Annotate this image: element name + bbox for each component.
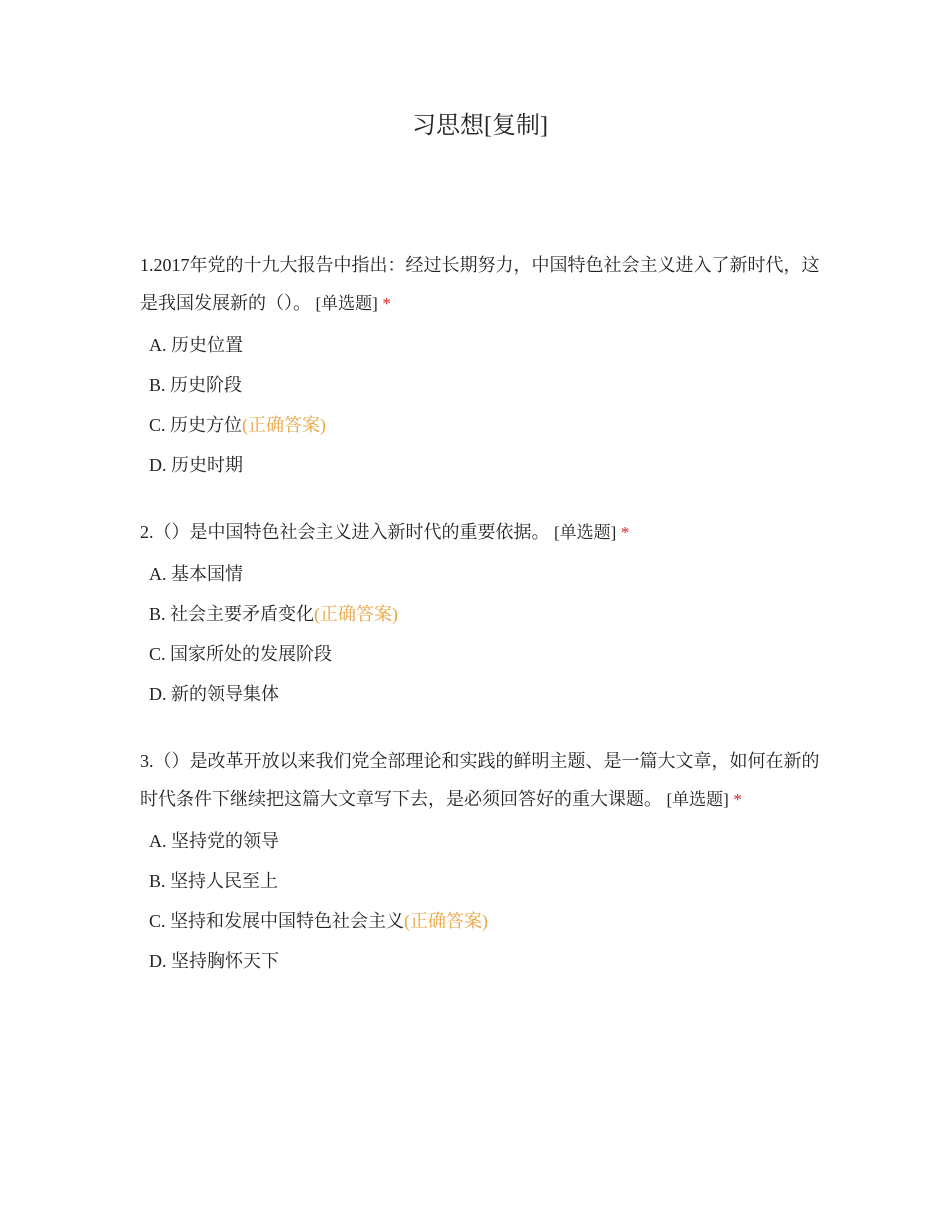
option-letter: B. (149, 604, 166, 624)
option-list (140, 821, 820, 981)
correct-answer-tag: (正确答案) (242, 415, 327, 435)
option-c (149, 901, 820, 941)
option-c (149, 405, 820, 445)
option-d (149, 674, 820, 714)
required-mark: * (620, 523, 630, 542)
option-text: 坚持人民至上 (170, 871, 279, 891)
question-stem (140, 246, 820, 323)
question-stem (140, 513, 820, 552)
option-letter: C. (149, 644, 166, 664)
page-title: 习思想[复制] (412, 113, 548, 139)
option-letter: D. (149, 455, 167, 475)
required-mark: * (382, 294, 391, 313)
option-text: 国家所处的发展阶段 (170, 644, 333, 664)
option-letter: D. (149, 951, 167, 971)
option-text: 坚持和发展中国特色社会主义 (170, 911, 405, 931)
option-text: 历史阶段 (170, 375, 243, 395)
option-letter: A. (149, 831, 167, 851)
option-letter: A. (149, 335, 167, 355)
option-b (149, 365, 820, 405)
option-letter: A. (149, 564, 167, 584)
option-text: 历史方位 (170, 415, 243, 435)
option-list (140, 325, 820, 485)
option-d (149, 941, 820, 981)
option-text: 社会主要矛盾变化 (170, 604, 315, 624)
option-letter: B. (149, 375, 166, 395)
option-letter: B. (149, 871, 166, 891)
option-text: 坚持党的领导 (171, 831, 279, 851)
option-list (140, 554, 820, 714)
option-d (149, 445, 820, 485)
option-text: 坚持胸怀天下 (171, 951, 279, 971)
option-a (149, 554, 820, 594)
question-text: 3.（）是改革开放以来我们党全部理论和实践的鲜明主题、是一篇大文章，如何在新的时代条件下继续把这篇大文章写下去，是必须回答好的重大课题。 (140, 751, 820, 809)
question-text: 2.（）是中国特色社会主义进入新时代的重要依据。 (140, 522, 550, 542)
question-stem (140, 742, 820, 819)
option-b (149, 861, 820, 901)
option-text: 历史时期 (171, 455, 243, 475)
question-1 (140, 246, 820, 485)
question-text: 1.2017年党的十九大报告中指出：经过长期努力，中国特色社会主义进入了新时代，这是我国发展新的（）。 (140, 255, 820, 313)
option-c (149, 634, 820, 674)
question-type-label: [单选题] (315, 294, 378, 313)
option-letter: C. (149, 911, 166, 931)
correct-answer-tag: (正确答案) (314, 604, 399, 624)
question-type-label: [单选题] (554, 523, 617, 542)
question-3 (140, 742, 820, 981)
option-text: 基本国情 (171, 564, 243, 584)
option-b (149, 594, 820, 634)
required-mark: * (733, 790, 742, 809)
option-text: 历史位置 (171, 335, 243, 355)
option-letter: D. (149, 684, 167, 704)
correct-answer-tag: (正确答案) (404, 911, 489, 931)
option-text: 新的领导集体 (171, 684, 279, 704)
question-2 (140, 513, 820, 714)
option-a (149, 325, 820, 365)
option-letter: C. (149, 415, 166, 435)
option-a (149, 821, 820, 861)
question-type-label: [单选题] (666, 790, 729, 809)
question-list (140, 246, 820, 1009)
